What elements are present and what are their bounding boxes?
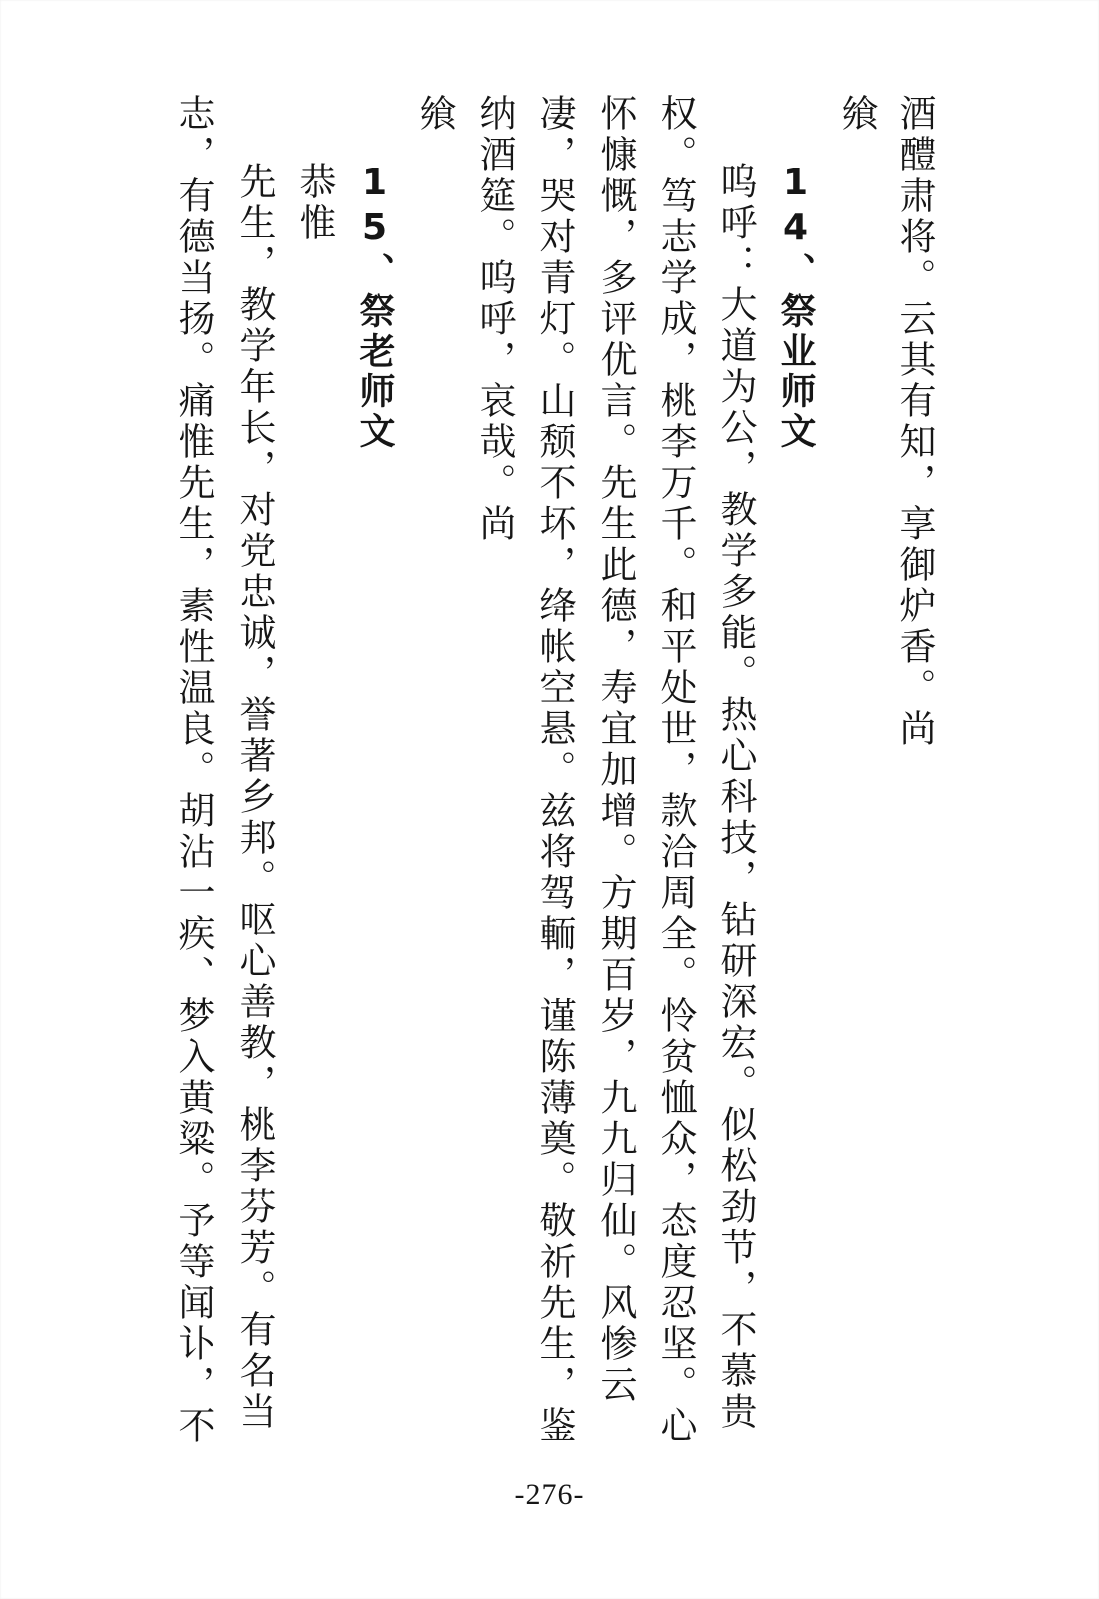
text-column-8: 纳酒筵。呜呼，哀哉。尚	[473, 94, 516, 545]
text-column-2: 飨	[835, 94, 878, 135]
text-column-12: 先生，教学年长，对党忠诚，誉著乡邦。呕心善教，桃李芬芳。有名当	[233, 162, 276, 1433]
text-column-9: 飨	[413, 94, 456, 135]
text-column-11: 恭惟	[293, 162, 336, 244]
text-column-1: 酒醴肃将。云其有知，享御炉香。尚	[893, 94, 936, 750]
text-column-7: 凄，哭对青灯。山颓不坏，绛帐空悬。兹将驾輀，谨陈薄奠。敬祈先生，鉴	[533, 94, 576, 1447]
text-column-13: 志，有德当扬。痛惟先生，素性温良。胡沾一疾、梦入黄粱。予等闻讣，不	[172, 94, 215, 1447]
text-column-6: 怀慷慨，多评优言。先生此德，寿宜加增。方期百岁，九九归仙。风惨云	[594, 94, 637, 1406]
section-heading-15: 15、祭老师文	[354, 162, 395, 452]
text-column-4: 呜呼：大道为公，教学多能。热心科技，钻研深宏。似松劲节，不慕贵	[714, 162, 757, 1433]
section-heading-14: 14、祭业师文	[775, 162, 816, 452]
page-number: -276-	[514, 1478, 585, 1511]
text-column-5: 权。笃志学成，桃李万千。和平处世，款洽周全。怜贫恤众，态度忍坚。心	[654, 94, 697, 1447]
